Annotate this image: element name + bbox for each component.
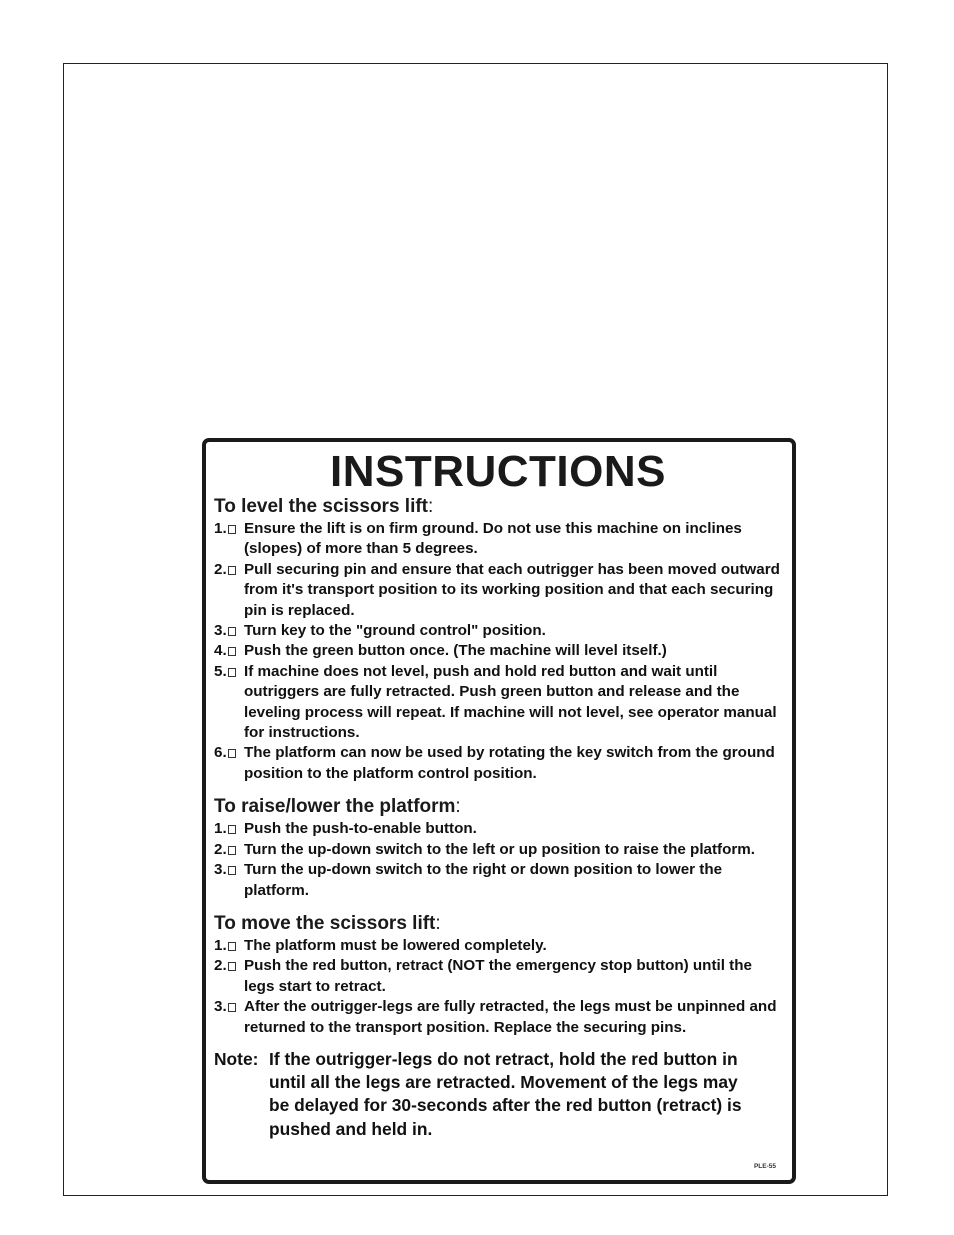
- list-item: 6. The platform can now be used by rotating the key switch from the ground position to the platform control position.: [214, 744, 775, 782]
- list-item: 2. Turn the up-down switch to the left or up position to raise the platform.: [214, 840, 756, 858]
- list-item: 4. Push the green button once. (The machine will level itself.): [214, 642, 667, 660]
- label-title: INSTRUCTIONS: [330, 447, 666, 496]
- checkbox-glyph-icon: [228, 668, 236, 677]
- note: [214, 1048, 782, 1141]
- note-prefix: Note:: [214, 1048, 259, 1069]
- step-list: [214, 936, 782, 1038]
- label-code: PLE-55: [753, 1163, 776, 1170]
- list-item: 3. Turn the up-down switch to the right or down position to lower the platform.: [214, 861, 723, 899]
- section-level-lift: [214, 496, 782, 784]
- list-item: 5. If machine does not level, push and hold red button and wait until outriggers are fully retracted. Push green button and release and the leveling process will repeat. If machine will not level, see operator manual for instructions.: [214, 662, 777, 742]
- list-item: 1. Ensure the lift is on firm ground. Do not use this machine on inclines (slopes) of more than 5 degrees.: [214, 520, 742, 558]
- list-item: 1. Push the push-to-enable button.: [214, 820, 477, 838]
- checkbox-glyph-icon: [228, 749, 236, 758]
- section-raise-lower: [214, 796, 782, 901]
- checkbox-glyph-icon: [228, 942, 236, 951]
- checkbox-glyph-icon: [228, 566, 236, 575]
- checkbox-glyph-icon: [228, 525, 236, 534]
- section-heading: To raise/lower the platform:: [214, 796, 461, 818]
- section-heading: To move the scissors lift:: [214, 912, 441, 934]
- list-item: 3. After the outrigger-legs are fully retracted, the legs must be unpinned and returned to the transport position. Replace the securing pins.: [214, 998, 777, 1036]
- checkbox-glyph-icon: [228, 627, 236, 636]
- note-text: If the outrigger-legs do not retract, hold the red button in until all the legs are retracted. Movement of the legs may be delayed for 30-seconds after the red button (retract) is pushed and held in.: [269, 1048, 742, 1139]
- checkbox-glyph-icon: [228, 1003, 236, 1012]
- checkbox-glyph-icon: [228, 846, 236, 855]
- section-heading: To level the scissors lift:: [214, 496, 434, 517]
- step-list: [214, 519, 782, 784]
- checkbox-glyph-icon: [228, 866, 236, 875]
- step-list: [214, 819, 782, 901]
- list-item: 2. Push the red button, retract (NOT the emergency stop button) until the legs start to retract.: [214, 957, 752, 995]
- checkbox-glyph-icon: [228, 825, 236, 834]
- checkbox-glyph-icon: [228, 962, 236, 971]
- list-item: 2. Pull securing pin and ensure that each outrigger has been moved outward from it's transport position to its working position and that each securing pin is replaced.: [214, 560, 780, 619]
- section-move-lift: [214, 913, 782, 1038]
- list-item: 1. The platform must be lowered completely.: [214, 936, 547, 954]
- checkbox-glyph-icon: [228, 647, 236, 656]
- list-item: 3. Turn key to the "ground control" position.: [214, 622, 546, 640]
- instructions-label: [202, 438, 796, 1184]
